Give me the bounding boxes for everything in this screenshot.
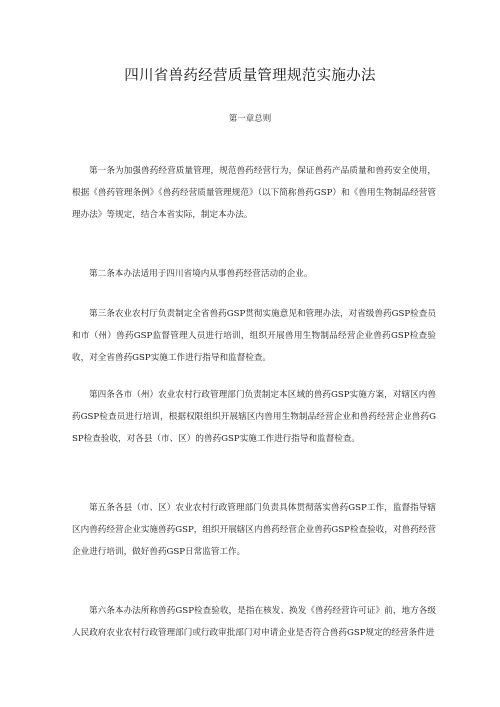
document-title: 四川省兽药经营质量管理规范实施办法 <box>124 68 376 84</box>
article-paragraph-2: 第二条本办法适用于四川省境内从事兽药经营活动的企业。 <box>89 268 313 279</box>
article-paragraph-3: 第三条农业农村厅负责制定全省兽药GSP贯彻实施意见和管理办法，对省级兽药GSP检查员和市（州）兽药GSP监督管理人员进行培训，组织开展兽用生物制品经营企业兽药GSP检查验收，对全省兽药GSP实施工作进行指导和监督检查。 <box>72 308 436 363</box>
article-paragraph-5: 第五条各县（市、区）农业农村行政管理部门负责具体贯彻落实兽药GSP工作，监督指导辖区内兽药经营企业实施兽药GSP，组织开展辖区内兽药经营企业兽药GSP检查验收，对兽药经营企业进行培训，做好兽药GSP日常监管工作。 <box>72 502 436 557</box>
article-paragraph-6: 第六条本办法所称兽药GSP检查验收，是指在核发、换发《兽药经营许可证》前，地方各级人民政府农业农村行政管理部门或行政审批部门对申请企业是否符合兽药GSP规定的经营条件进 <box>72 605 436 638</box>
article-paragraph-1: 第一条为加强兽药经营质量管理，规范兽药经营行为，保证兽药产品质量和兽药安全使用，根据《兽药管理条例》《兽药经营质量管理规范》（以下简称兽药GSP）和《兽用生物制品经营管理办法》等规定，结合本省实际，制定本办法。 <box>72 165 436 220</box>
article-paragraph-4: 第四条各市（州）农业农村行政管理部门负责制定本区域的兽药GSP实施方案，对辖区内兽药GSP检查员进行培训，根据权限组织开展辖区内兽用生物制品经营企业和兽药经营企业兽药GSP检查验收，对各县（市、区）的兽药GSP实施工作进行指导和监督检查。 <box>72 389 436 444</box>
chapter-heading: 第一章总则 <box>228 114 272 124</box>
